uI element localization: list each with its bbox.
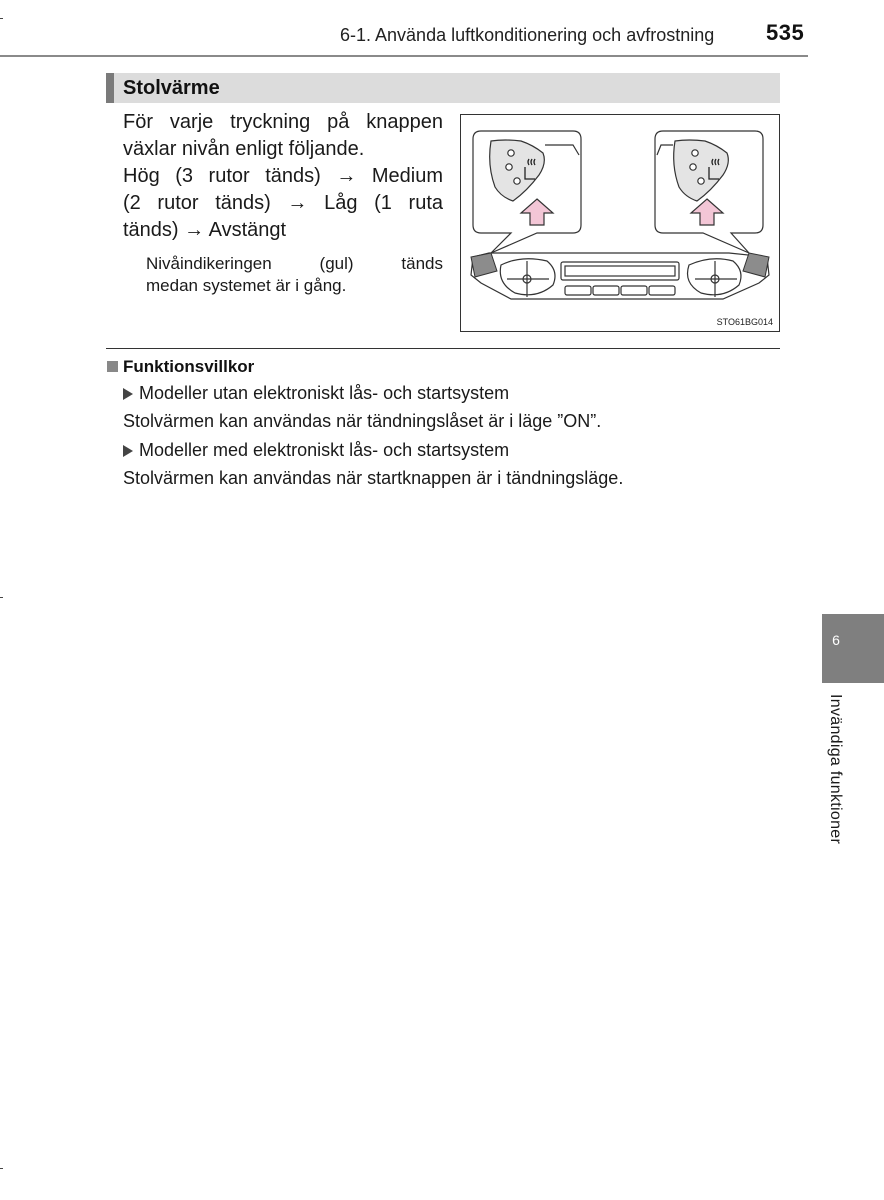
condition-model-bullet [123,440,509,461]
page-number: 535 [766,20,805,45]
condition-model-bullet [123,383,509,404]
section-heading-bar [106,73,780,103]
section-note [146,253,443,297]
body-line: (2 rutor tänds) → Låg (1 ruta [123,192,443,214]
condition-text: Stolvärmen kan användas när tändningslåset är i läge ”ON”. [123,411,602,431]
header-rule [0,55,808,57]
note-line: Nivåindikeringen (gul) tänds [146,254,443,273]
note-line: medan systemet är i gång. [146,276,347,295]
crop-mark [0,597,3,598]
triangle-bullet-icon [123,445,133,457]
crop-mark [0,18,3,19]
conditions-heading [107,357,254,377]
chapter-title: 6-1. Använda luftkonditionering och avfrostning [340,25,715,45]
body-line: Hög (3 rutor tänds) → Medium [123,165,443,187]
square-bullet-icon [107,361,118,372]
section-body [123,109,443,244]
seat-heater-illustration [461,115,779,331]
chapter-tab-label: Invändiga funktioner [827,694,844,845]
body-line: För varje tryckning på knappen [123,111,443,133]
condition-model-text: Modeller med elektroniskt lås- och startsystem [139,440,510,460]
left-callout [473,131,581,253]
seat-heater-figure [460,114,780,332]
body-line: växlar nivån enligt följande. [123,138,365,160]
condition-model-text: Modeller utan elektroniskt lås- och startsystem [139,383,510,403]
section-heading-accent [106,73,114,103]
body-line: tänds) → Avstängt [123,219,287,241]
section-rule [106,348,780,349]
figure-code: STO61BG014 [716,317,773,327]
chapter-tab [822,614,884,683]
conditions-heading-text: Funktionsvillkor [123,357,255,376]
condition-text: Stolvärmen kan användas när startknappen är i tändningsläge. [123,468,624,488]
section-title: Stolvärme [123,77,220,99]
right-callout [655,131,763,253]
triangle-bullet-icon [123,388,133,400]
crop-mark [0,1168,3,1169]
chapter-tab-number: 6 [832,632,840,648]
console-panel [471,253,769,299]
